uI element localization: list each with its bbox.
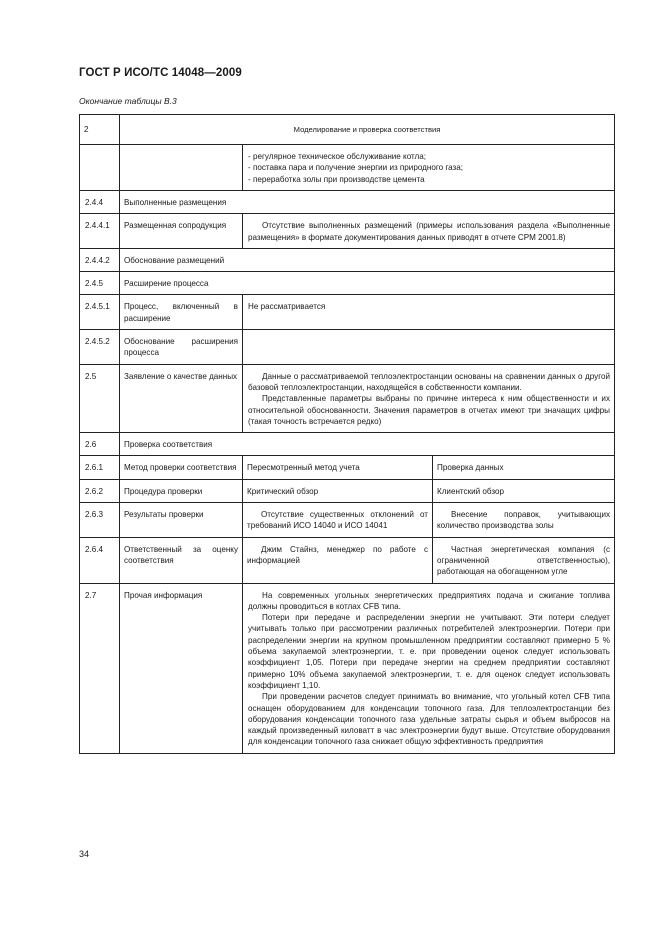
row-number: 2.6.3 [80, 503, 120, 538]
row-value: Данные о рассматриваемой теплоэлектростанции основаны на сравнении данных о другой базовой теплоэлектростанции, находящейся в собственности компании. Представленные параметры выбраны по причине интереса к ним общественности и их относительной обоснованности. Значения параметров в отчетах имеют три значащих цифры (такая точность встречается редко) [243, 364, 615, 432]
table-row [80, 537, 615, 583]
row-name: Прочая информация [120, 583, 243, 753]
row-name: Процедура проверки [120, 479, 243, 502]
row-value-second: Частная энергетическая компания (с ограниченной ответственностью), работающая на обогащенном угле [433, 537, 615, 583]
table-caption: Окончание таблицы B.3 [79, 96, 177, 106]
row-name: Заявление о качестве данных [120, 364, 243, 432]
row-name: Обоснование размещений [120, 248, 615, 271]
page-number: 34 [79, 849, 90, 859]
row-number: 2.4.4 [80, 191, 120, 214]
table-row [80, 248, 615, 271]
table-row [80, 191, 615, 214]
table-row [80, 214, 615, 249]
row-value: Не рассматривается [243, 295, 615, 330]
row-name: Процесс, включенный в расширение [120, 295, 243, 330]
row-number: 2.6.2 [80, 479, 120, 502]
row-name: Выполненные размещения [120, 191, 615, 214]
row-number: 2.6.1 [80, 456, 120, 479]
table-row [80, 583, 615, 753]
table-row [80, 364, 615, 432]
row-value: - регулярное техническое обслуживание котла; - поставка пара и получение энергии из природного газа; - переработка золы при производстве цемента [243, 145, 615, 191]
row-name: Размещенная сопродукция [120, 214, 243, 249]
row-value-second: Внесение поправок, учитывающих количество производства золы [433, 503, 615, 538]
table-row [80, 295, 615, 330]
row-number: 2.4.4.2 [80, 248, 120, 271]
row-number: 2.5 [80, 364, 120, 432]
table-row [80, 330, 615, 365]
row-name: Обоснование расширения процесса [120, 330, 243, 365]
row-name: Проверка соответствия [120, 433, 615, 456]
row-number: 2.6 [80, 433, 120, 456]
row-name: Ответственный за оценку соответствия [120, 537, 243, 583]
row-name: Результаты проверки [120, 503, 243, 538]
table-row [80, 456, 615, 479]
row-value-first: Критический обзор [243, 479, 433, 502]
row-value: На современных угольных энергетических предприятиях подача и сжигание топлива должны проводиться в котлах CFB типа. Потери при передаче и распределении энергии не учитывают. Эти потери следует учитывать только при рассмотрении различных потребителей электроэнергии. Потери при распределении энергии на крупном промышленном предприятии составляют примерно 5 % объема закупаемой электроэнергии, т. е. при проведении оценок следует использовать коэффициент 1,05. Потери при передаче энергии на среднем предприятии составляют примерно 10% объема закупаемой электроэнергии, т. е. для оценок следует использовать коэффициент 1,10. При проведении расчетов следует принимать во внимание, что угольный котел CFB типа оснащен оборудованием для конденсации топочного газа. Для теплоэлектростанции без оборудования конденсации топочного газа удельные затраты сырья и объем выбросов на каждый произведенный киловатт в час электроэнергии будут выше. Отсутствие оборудования для конденсации топочного газа снижает общую эффективность предприятия [243, 583, 615, 753]
table-row [80, 503, 615, 538]
row-number: 2.4.5 [80, 272, 120, 295]
row-number: 2.6.4 [80, 537, 120, 583]
row-number: 2.4.5.2 [80, 330, 120, 365]
table-row [80, 272, 615, 295]
column-number-header: 2 [80, 115, 120, 145]
column-title-header: Моделирование и проверка соответствия [120, 115, 615, 145]
row-name: Метод проверки соответствия [120, 456, 243, 479]
row-number: 2.4.5.1 [80, 295, 120, 330]
row-value-second: Проверка данных [433, 456, 615, 479]
row-number: 2.7 [80, 583, 120, 753]
table-header-row [80, 115, 615, 145]
row-value-first: Джим Стайнз, менеджер по работе с информацией [243, 537, 433, 583]
table-row [80, 433, 615, 456]
table-row [80, 145, 615, 191]
row-value-first: Пересмотренный метод учета [243, 456, 433, 479]
row-number: 2.4.4.1 [80, 214, 120, 249]
row-value-second: Клиентский обзор [433, 479, 615, 502]
row-name: Расширение процесса [120, 272, 615, 295]
row-value-first: Отсутствие существенных отклонений от требований ИСО 14040 и ИСО 14041 [243, 503, 433, 538]
data-table [79, 114, 615, 754]
row-value: Отсутствие выполненных размещений (примеры использования раздела «Выполненные размещения» в формате документирования данных приводят в отчете СРМ 2001.8) [243, 214, 615, 249]
document-header: ГОСТ Р ИСО/ТС 14048—2009 [79, 67, 242, 79]
table-row [80, 479, 615, 502]
